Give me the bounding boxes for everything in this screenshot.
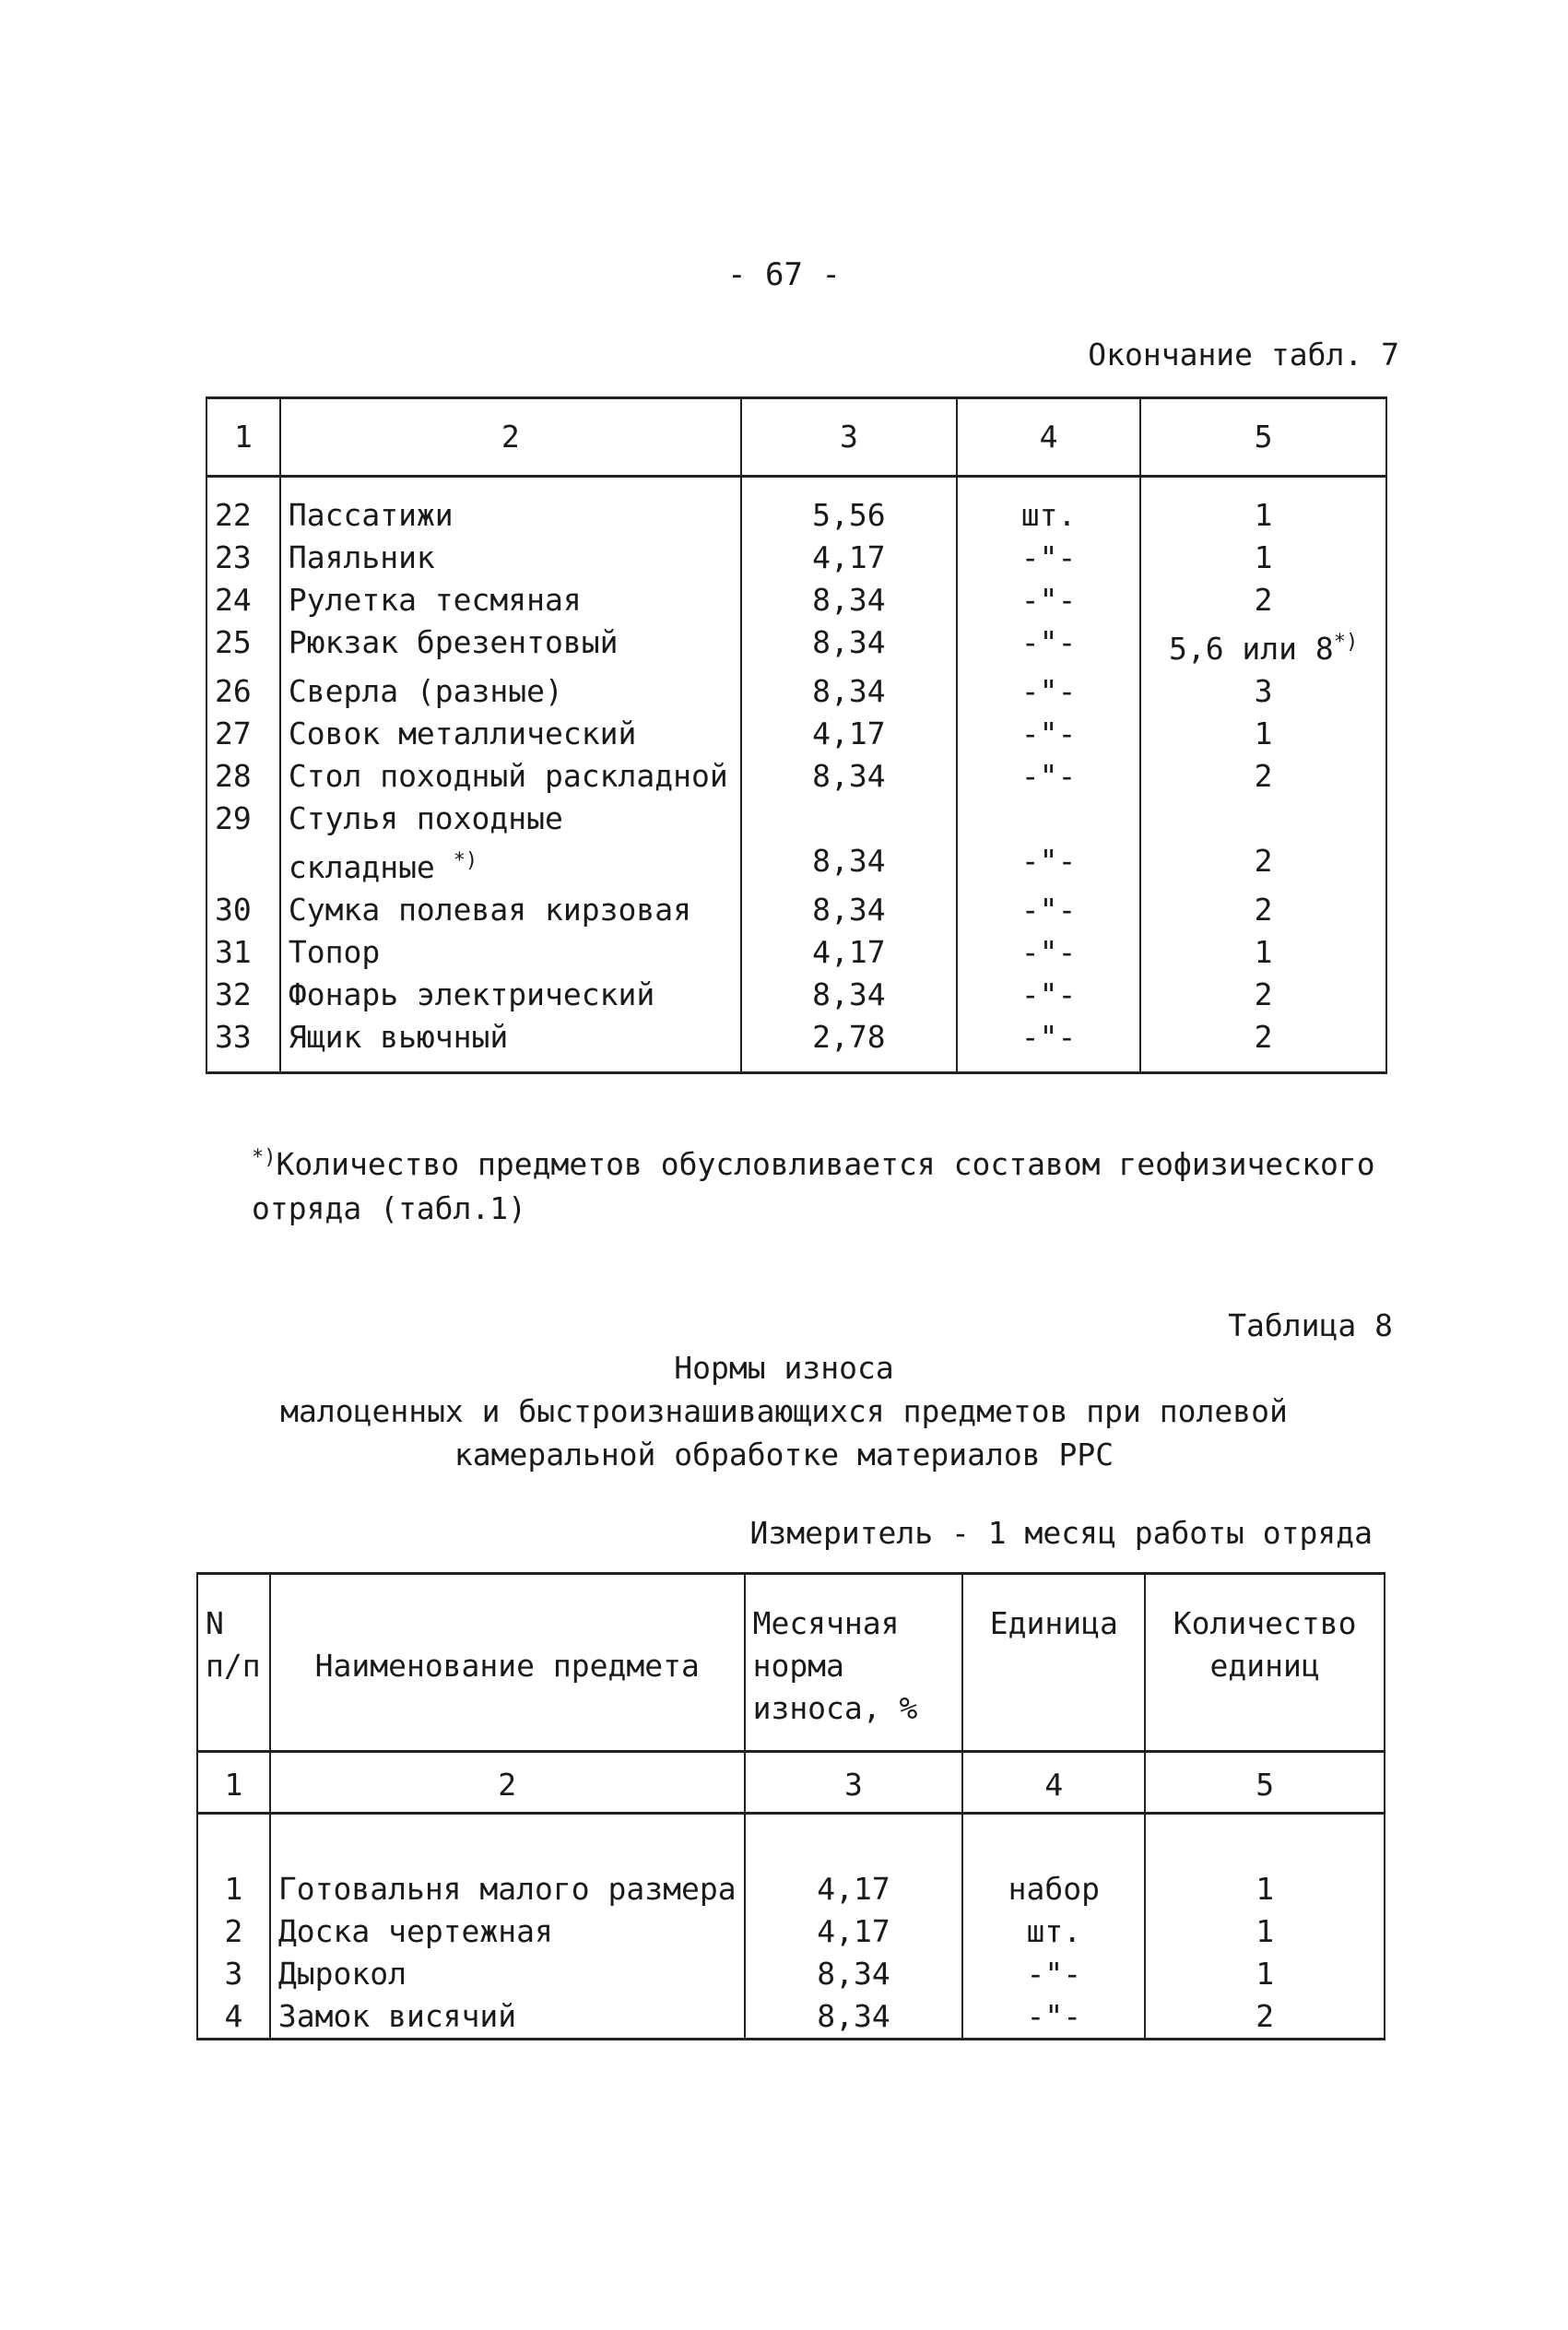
quantity: 2	[1145, 1995, 1385, 2040]
table8	[196, 1572, 1385, 2040]
unit: шт.	[957, 477, 1140, 538]
quantity: 1	[1145, 1953, 1385, 1995]
quantity: 1	[1140, 477, 1386, 538]
wear-norm: 8,34	[741, 579, 957, 621]
unit: -"-	[957, 579, 1140, 621]
table8-col-number: 1	[197, 1752, 270, 1814]
item-name: Готовальня малого размера	[270, 1814, 745, 1911]
table8-header-unit: Единица	[962, 1574, 1145, 1752]
table-row	[206, 477, 1386, 538]
table7-footnote	[252, 1136, 1395, 1231]
table8-col-number: 2	[270, 1752, 745, 1814]
table-row	[206, 931, 1386, 974]
unit	[957, 798, 1140, 840]
table8-number-row	[197, 1752, 1385, 1814]
quantity: 2	[1140, 755, 1386, 798]
table-row	[206, 621, 1386, 670]
quantity: 2	[1140, 889, 1386, 931]
table-row	[206, 840, 1386, 889]
item-name: Доска чертежная	[270, 1910, 745, 1953]
row-number: 4	[197, 1995, 270, 2040]
unit: -"-	[957, 974, 1140, 1016]
quantity: 1	[1145, 1814, 1385, 1911]
table8-header-row	[197, 1574, 1385, 1752]
quantity-cell	[1140, 621, 1386, 670]
table-row	[197, 1910, 1385, 1953]
wear-norm: 8,34	[745, 1953, 963, 1995]
wear-norm	[741, 798, 957, 840]
table8-title	[0, 1346, 1568, 1476]
quantity	[1140, 798, 1386, 840]
quantity: 2	[1140, 974, 1386, 1016]
unit: -"-	[957, 713, 1140, 755]
table7-header-col1: 1	[206, 398, 280, 477]
wear-norm: 8,34	[741, 974, 957, 1016]
unit: -"-	[957, 931, 1140, 974]
quantity: 1	[1145, 1910, 1385, 1953]
table-row	[206, 537, 1386, 579]
table8-header-number: N п/п	[197, 1574, 270, 1752]
item-name: Пассатижи	[280, 477, 741, 538]
table8-meter: Измеритель - 1 месяц работы отряда	[749, 1515, 1373, 1551]
quantity: 1	[1140, 713, 1386, 755]
table8-header-quantity: Количество единиц	[1145, 1574, 1385, 1752]
row-number: 33	[206, 1016, 280, 1073]
row-number: 30	[206, 889, 280, 931]
footnote-mark: *)	[252, 1146, 277, 1169]
wear-norm: 8,34	[741, 840, 957, 889]
unit: -"-	[957, 755, 1140, 798]
item-name: складные	[288, 849, 435, 885]
item-name: Дырокол	[270, 1953, 745, 1995]
table-row	[206, 798, 1386, 840]
table8-col-number: 4	[962, 1752, 1145, 1814]
quantity: 3	[1140, 670, 1386, 713]
unit: -"-	[957, 621, 1140, 670]
item-name: Топор	[280, 931, 741, 974]
unit: -"-	[957, 537, 1140, 579]
item-name: Стол походный раскладной	[280, 755, 741, 798]
row-number	[206, 840, 280, 889]
unit: -"-	[957, 1016, 1140, 1073]
table7-header-row	[206, 398, 1386, 477]
footnote-mark: *)	[453, 849, 478, 872]
item-name: Сверла (разные)	[280, 670, 741, 713]
quantity: 1	[1140, 931, 1386, 974]
wear-norm: 8,34	[741, 755, 957, 798]
wear-norm: 4,17	[741, 931, 957, 974]
unit: -"-	[957, 889, 1140, 931]
table-row	[206, 1016, 1386, 1073]
table-row	[206, 755, 1386, 798]
wear-norm: 4,17	[741, 713, 957, 755]
table-row	[197, 1995, 1385, 2040]
table7-header-col5: 5	[1140, 398, 1386, 477]
row-number: 26	[206, 670, 280, 713]
page-number: - 67 -	[727, 256, 841, 293]
quantity: 2	[1140, 579, 1386, 621]
wear-norm: 8,34	[741, 889, 957, 931]
table-row	[197, 1814, 1385, 1911]
unit: набор	[962, 1814, 1145, 1911]
item-name: Стулья походные	[280, 798, 741, 840]
table-row	[206, 670, 1386, 713]
footnote-text: Количество предметов обусловливается составом геофизического отряда (табл.1)	[252, 1146, 1375, 1226]
table8-title-line: камеральной обработке материалов РРС	[454, 1437, 1114, 1473]
item-name: Замок висячий	[270, 1995, 745, 2040]
row-number: 1	[197, 1814, 270, 1911]
row-number: 3	[197, 1953, 270, 1995]
row-number: 2	[197, 1910, 270, 1953]
wear-norm: 4,17	[745, 1910, 963, 1953]
row-number: 27	[206, 713, 280, 755]
table7-header-col3: 3	[741, 398, 957, 477]
unit: -"-	[962, 1953, 1145, 1995]
table7-header-col2: 2	[280, 398, 741, 477]
unit: -"-	[957, 670, 1140, 713]
table8-header-norm: Месячная норма износа, %	[745, 1574, 963, 1752]
item-name: Паяльник	[280, 537, 741, 579]
row-number: 23	[206, 537, 280, 579]
quantity: 5,6 или 8	[1168, 631, 1334, 667]
item-name-cell	[280, 840, 741, 889]
wear-norm: 8,34	[741, 670, 957, 713]
wear-norm: 5,56	[741, 477, 957, 538]
unit: -"-	[957, 840, 1140, 889]
table-row	[206, 579, 1386, 621]
wear-norm: 8,34	[741, 621, 957, 670]
table-row	[206, 974, 1386, 1016]
table8-col-number: 5	[1145, 1752, 1385, 1814]
row-number: 28	[206, 755, 280, 798]
quantity: 1	[1140, 537, 1386, 579]
row-number: 24	[206, 579, 280, 621]
item-name: Совок металлический	[280, 713, 741, 755]
table8-header-name: Наименование предмета	[270, 1574, 745, 1752]
unit: шт.	[962, 1910, 1145, 1953]
table8-title-line: Нормы износа	[674, 1350, 894, 1386]
row-number: 31	[206, 931, 280, 974]
table7-continuation-label: Окончание табл. 7	[1088, 337, 1399, 373]
quantity: 2	[1140, 840, 1386, 889]
table-row	[197, 1953, 1385, 1995]
item-name: Сумка полевая кирзовая	[280, 889, 741, 931]
table-row	[206, 889, 1386, 931]
table8-col-number: 3	[745, 1752, 963, 1814]
row-number: 22	[206, 477, 280, 538]
quantity: 2	[1140, 1016, 1386, 1073]
wear-norm: 4,17	[741, 537, 957, 579]
table7	[206, 396, 1387, 1074]
table-row	[206, 713, 1386, 755]
footnote-mark: *)	[1333, 631, 1359, 654]
item-name: Фонарь электрический	[280, 974, 741, 1016]
wear-norm: 4,17	[745, 1814, 963, 1911]
table8-title-line: малоценных и быстроизнашивающихся предметов при полевой	[280, 1393, 1288, 1429]
item-name: Рулетка тесмяная	[280, 579, 741, 621]
wear-norm: 2,78	[741, 1016, 957, 1073]
unit: -"-	[962, 1995, 1145, 2040]
row-number: 29	[206, 798, 280, 840]
row-number: 32	[206, 974, 280, 1016]
wear-norm: 8,34	[745, 1995, 963, 2040]
table7-header-col4: 4	[957, 398, 1140, 477]
item-name: Ящик вьючный	[280, 1016, 741, 1073]
item-name: Рюкзак брезентовый	[280, 621, 741, 670]
table8-label: Таблица 8	[1228, 1307, 1393, 1343]
row-number: 25	[206, 621, 280, 670]
